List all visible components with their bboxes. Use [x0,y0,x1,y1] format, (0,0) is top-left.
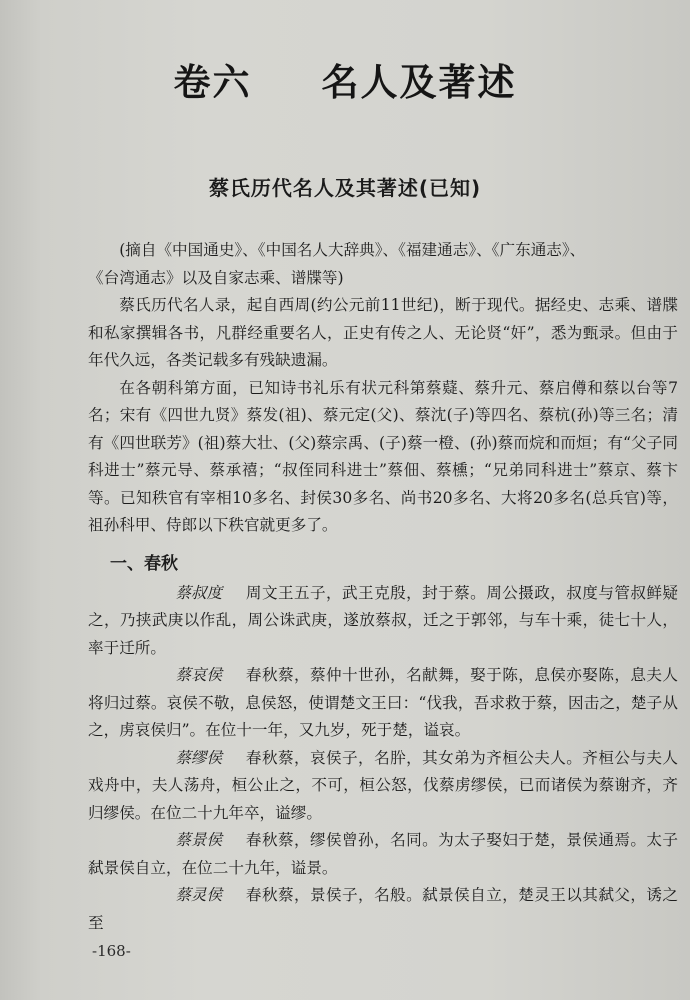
source-note-line-1: (摘自《中国通史》、《中国名人大辞典》、《福建通志》、《广东通志》、 [119,241,586,259]
entry [88,827,678,882]
entry-text: 春秋蔡，哀侯子，名肸，其女弟为齐桓公夫人。齐桓公与夫人戏舟中，夫人荡舟，桓公止之，不可，桓公怒，伐蔡虏缪侯，已而诸侯为蔡谢齐，齐归缪侯。在位二十九年卒，谥缪。 [88,748,678,822]
section-subtitle: 蔡氏历代名人及其著述(已知) [208,176,482,200]
entry [88,662,678,745]
page-number: -168- [92,942,131,960]
entry-name: 蔡哀侯 [175,666,223,684]
entry-text: 周文王五子，武王克殷，封于蔡。周公摄政，叔度与管叔鲜疑之，乃挟武庚以作乱，周公诛武庚，遂放蔡叔，迁之于郭邻，与车十乘，徒七十人，率于迁所。 [88,583,678,657]
entry-name: 蔡叔度 [175,583,223,602]
entry-text: 春秋蔡，缪侯曾孙，名同。为太子娶妇于楚，景侯通焉。太子弑景侯自立，在位二十九年，谥景。 [88,831,678,877]
chapter-number: 卷六 [173,61,252,104]
entry-name: 蔡灵侯 [175,886,223,904]
intro-paragraph-1: 蔡氏历代名人录，起自西周(约公元前11世纪)，断于现代。据经史、志乘、谱牒和私家撰辑各书，凡群经重要名人，正史有传之人、无论贤“奸”，悉为甄录。但由于年代久远，各类记载多有残缺遗漏。 [88,296,678,369]
entry [88,580,678,663]
section-heading: 一、春秋 [110,553,178,574]
body-text [88,237,678,937]
entry [88,745,678,828]
entry [88,882,678,937]
entry-text: 春秋蔡，蔡仲十世孙，名献舞，娶于陈，息侯亦娶陈，息夫人将归过蔡。哀侯不敬，息侯怒，使谓楚文王曰：“伐我，吾求救于蔡，因击之，楚子从之，虏哀侯归”。在位十一年，又九岁，死于楚，谥哀。 [88,666,678,739]
chapter-title: 名人及著述 [321,61,517,104]
entry-text: 春秋蔡，景侯子，名般。弑景侯自立，楚灵王以其弑父，诱之至 [88,886,678,932]
entry-name: 蔡景侯 [175,831,223,849]
chapter-heading [0,52,690,106]
entry-name: 蔡缪侯 [175,748,223,767]
intro-paragraph-2: 在各朝科第方面，已知诗书礼乐有状元科第蔡薿、蔡升元、蔡启僔和蔡以台等7名；宋有《四世九贤》蔡发(祖)、蔡元定(父)、蔡沈(子)等四名、蔡杭(孙)等三名；清有《四世联芳》(祖)蔡大壮、(父)蔡宗禹、(子)蔡一橙、(孙)蔡而烷和而烜；有“父子同科进士”蔡元导、蔡承禧；“叔侄同科进士”蔡佃、蔡櫄；“兄弟同科进士”蔡京、蔡卞等。已知秩官有宰相10多名、封侯30多名、尚书20多名、大将20多名(总兵官)等，祖孙科甲、侍郎以下秩官就更多了。 [88,378,678,534]
source-note-line-2: 《台湾通志》以及自家志乘、谱牒等) [88,268,344,287]
